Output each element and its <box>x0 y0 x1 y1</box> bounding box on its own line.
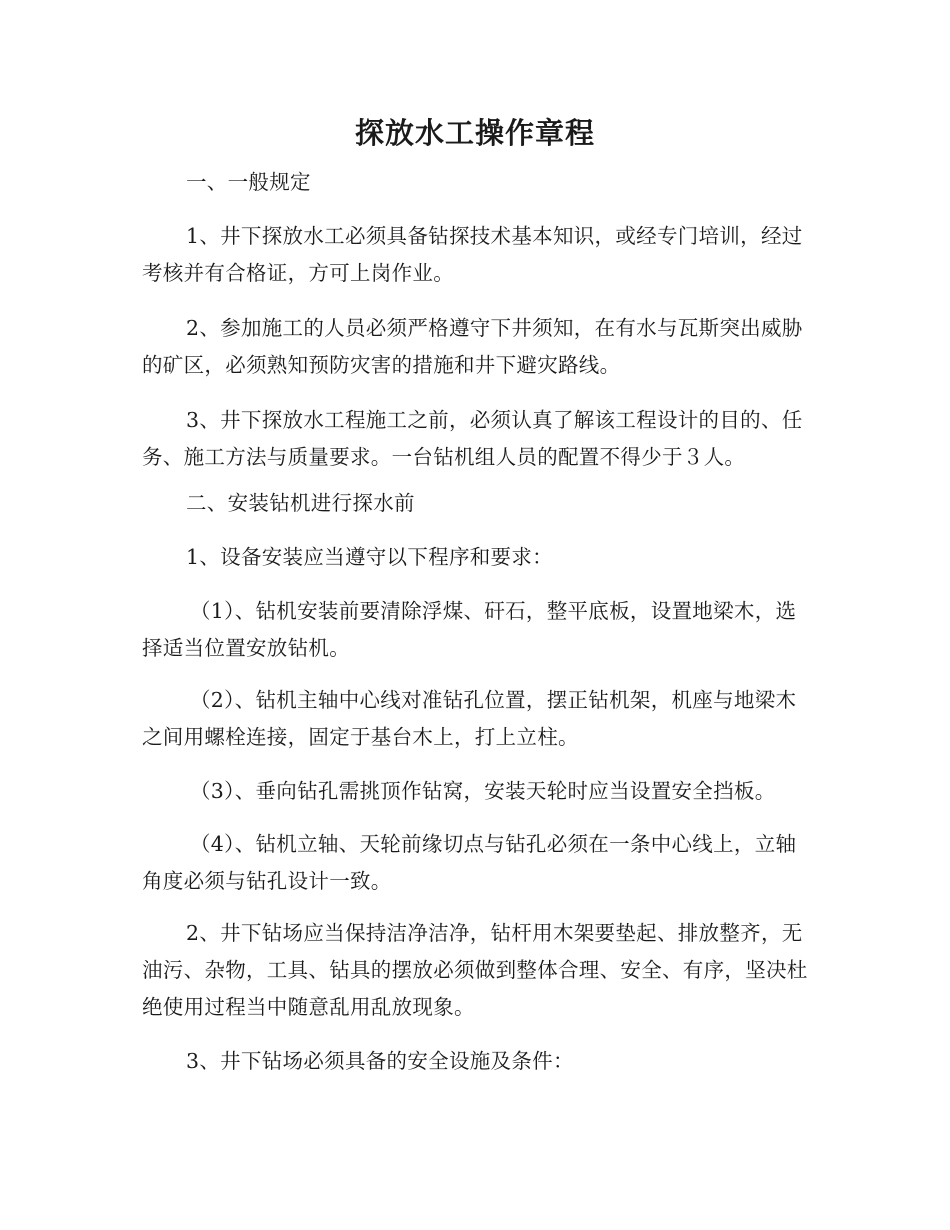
paragraph-install-2: 2、井下钻场应当保持洁净洁净，钻杆用木架要垫起、排放整齐，无油污、杂物，工具、钻具的摆放必须做到整体合理、安全、有序，坚决杜绝使用过程当中随意乱用乱放现象。 <box>142 921 808 1019</box>
paragraph-install-1-3: （3）、垂向钻孔需挑顶作钻窝，安装天轮时应当设置安全挡板。 <box>190 779 776 803</box>
paragraph-2: 2、参加施工的人员必须严格遵守下井须知，在有水与瓦斯突出威胁的矿区，必须熟知预防灾害的措施和井下避灾路线。 <box>142 316 803 377</box>
paragraph-3: 3、井下探放水工程施工之前，必须认真了解该工程设计的目的、任务、施工方法与质量要求。一台钻机组人员的配置不得少于３人。 <box>142 408 803 469</box>
paragraph-1: 1、井下探放水工必须具备钻探技术基本知识，或经专门培训，经过考核并有合格证，方可上岗作业。 <box>142 224 803 285</box>
paragraph-install-3: 3、井下钻场必须具备的安全设施及条件： <box>186 1049 574 1073</box>
paragraph-install-1-2: （2）、钻机主轴中心线对准钻孔位置，摆正钻机架，机座与地梁木之间用螺栓连接，固定于基台木上，打上立柱。 <box>142 688 797 749</box>
document-title: 探放水工操作章程 <box>354 116 595 150</box>
paragraph-install-1-1: （1）、钻机安装前要清除浮煤、矸石，整平底板，设置地梁木，选择适当位置安放钻机。 <box>142 599 797 660</box>
paragraph-install-1-4: （4）、钻机立轴、天轮前缘切点与钻孔必须在一条中心线上，立轴角度必须与钻孔设计一致。 <box>142 832 797 893</box>
section-heading-general: 一、一般规定 <box>186 170 311 194</box>
section-heading-install: 二、安装钻机进行探水前 <box>186 491 415 515</box>
paragraph-install-1: 1、设备安装应当遵守以下程序和要求： <box>186 545 553 569</box>
